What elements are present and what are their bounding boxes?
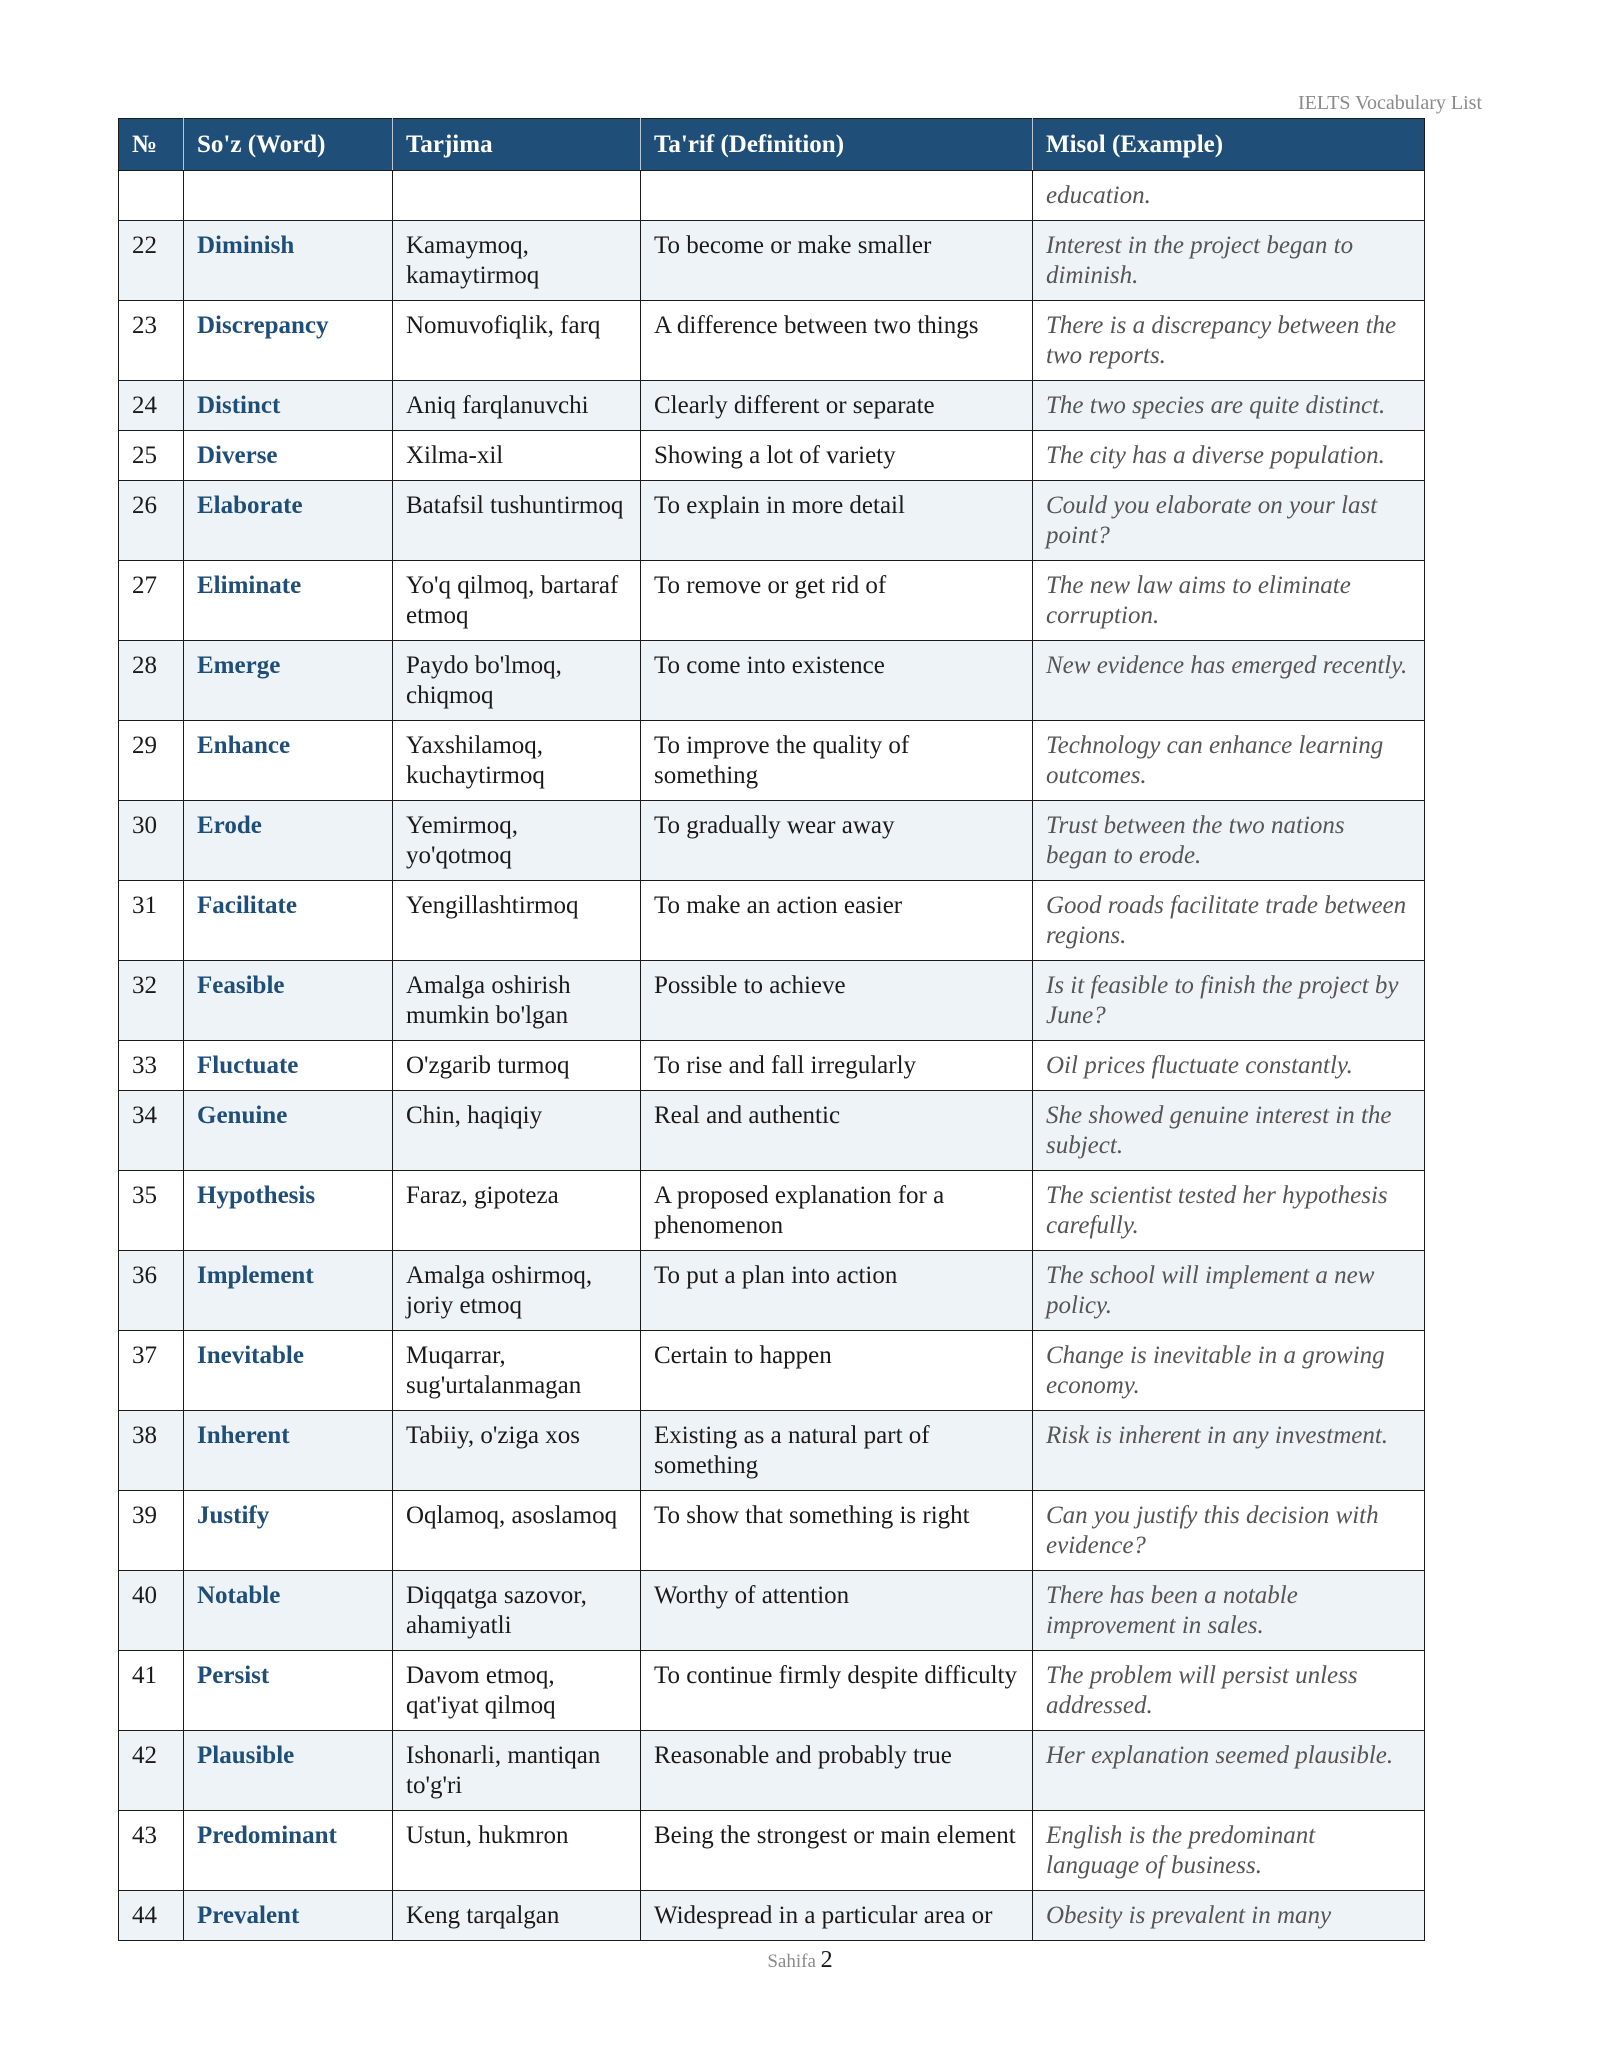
cell-translation: Amalga oshirmoq, joriy etmoq (393, 1251, 641, 1331)
cell-example: Her explanation seemed plausible. (1033, 1731, 1425, 1811)
cell-definition: To remove or get rid of (641, 561, 1033, 641)
table-row (119, 1651, 1425, 1731)
table-row (119, 1731, 1425, 1811)
cell-definition: To gradually wear away (641, 801, 1033, 881)
cell-translation: Oqlamoq, asoslamoq (393, 1491, 641, 1571)
table-row (119, 801, 1425, 881)
cell-number: 43 (119, 1811, 184, 1891)
cell-example: New evidence has emerged recently. (1033, 641, 1425, 721)
cell-word: Fluctuate (184, 1041, 393, 1091)
cell-definition: To continue firmly despite difficulty (641, 1651, 1033, 1731)
cell-example: Is it feasible to finish the project by June? (1033, 961, 1425, 1041)
cell-word: Erode (184, 801, 393, 881)
cell-translation: Muqarrar, sug'urtalanmagan (393, 1331, 641, 1411)
column-header-example: Misol (Example) (1033, 119, 1425, 171)
cell-definition: To rise and fall irregularly (641, 1041, 1033, 1091)
table-row (119, 481, 1425, 561)
table-row (119, 641, 1425, 721)
cell-number: 26 (119, 481, 184, 561)
cell-example: Can you justify this decision with evidence? (1033, 1491, 1425, 1571)
cell-word: Hypothesis (184, 1171, 393, 1251)
cell-translation: Davom etmoq, qat'iyat qilmoq (393, 1651, 641, 1731)
cell-example: The two species are quite distinct. (1033, 381, 1425, 431)
cell-number: 37 (119, 1331, 184, 1411)
cell-word: Eliminate (184, 561, 393, 641)
cell-number: 38 (119, 1411, 184, 1491)
cell-example: Could you elaborate on your last point? (1033, 481, 1425, 561)
cell-word: Persist (184, 1651, 393, 1731)
cell-definition: Real and authentic (641, 1091, 1033, 1171)
table-row (119, 1411, 1425, 1491)
cell-translation: Batafsil tushuntirmoq (393, 481, 641, 561)
cell-definition: To explain in more detail (641, 481, 1033, 561)
column-header-definition: Ta'rif (Definition) (641, 119, 1033, 171)
cell-number: 33 (119, 1041, 184, 1091)
cell-translation: Amalga oshirish mumkin bo'lgan (393, 961, 641, 1041)
cell-translation: Faraz, gipoteza (393, 1171, 641, 1251)
cell-translation: Keng tarqalgan (393, 1891, 641, 1941)
cell-definition: Reasonable and probably true (641, 1731, 1033, 1811)
page-footer (0, 1947, 1600, 1974)
table-row (119, 1571, 1425, 1651)
cell-translation: Paydo bo'lmoq, chiqmoq (393, 641, 641, 721)
cell-definition: A proposed explanation for a phenomenon (641, 1171, 1033, 1251)
table-row (119, 1251, 1425, 1331)
cell-number: 28 (119, 641, 184, 721)
cell-example: Risk is inherent in any investment. (1033, 1411, 1425, 1491)
cell-number (119, 171, 184, 221)
cell-number: 23 (119, 301, 184, 381)
cell-word: Enhance (184, 721, 393, 801)
cell-word (184, 171, 393, 221)
cell-number: 39 (119, 1491, 184, 1571)
cell-definition: Worthy of attention (641, 1571, 1033, 1651)
table-header-row (119, 119, 1425, 171)
cell-word: Diminish (184, 221, 393, 301)
column-header-word: So'z (Word) (184, 119, 393, 171)
cell-number: 32 (119, 961, 184, 1041)
cell-word: Plausible (184, 1731, 393, 1811)
cell-definition: A difference between two things (641, 301, 1033, 381)
cell-definition: Widespread in a particular area or (641, 1891, 1033, 1941)
cell-example: education. (1033, 171, 1425, 221)
cell-word: Prevalent (184, 1891, 393, 1941)
cell-translation: O'zgarib turmoq (393, 1041, 641, 1091)
table-row (119, 171, 1425, 221)
running-header: IELTS Vocabulary List (1297, 92, 1482, 114)
cell-definition: To become or make smaller (641, 221, 1033, 301)
cell-number: 44 (119, 1891, 184, 1941)
cell-translation: Ustun, hukmron (393, 1811, 641, 1891)
cell-word: Emerge (184, 641, 393, 721)
cell-definition: Clearly different or separate (641, 381, 1033, 431)
cell-translation: Kamaymoq, kamaytirmoq (393, 221, 641, 301)
cell-word: Implement (184, 1251, 393, 1331)
cell-example: Good roads facilitate trade between regions. (1033, 881, 1425, 961)
cell-definition: To show that something is right (641, 1491, 1033, 1571)
cell-word: Distinct (184, 381, 393, 431)
cell-definition: To make an action easier (641, 881, 1033, 961)
cell-number: 24 (119, 381, 184, 431)
cell-translation: Nomuvofiqlik, farq (393, 301, 641, 381)
cell-number: 36 (119, 1251, 184, 1331)
table-row (119, 721, 1425, 801)
cell-definition: To come into existence (641, 641, 1033, 721)
cell-number: 31 (119, 881, 184, 961)
table-row (119, 1091, 1425, 1171)
cell-number: 42 (119, 1731, 184, 1811)
cell-translation: Yo'q qilmoq, bartaraf etmoq (393, 561, 641, 641)
cell-example: Change is inevitable in a growing economy. (1033, 1331, 1425, 1411)
table-row (119, 1171, 1425, 1251)
table-body (119, 171, 1425, 1941)
cell-number: 27 (119, 561, 184, 641)
cell-translation: Aniq farqlanuvchi (393, 381, 641, 431)
cell-number: 41 (119, 1651, 184, 1731)
cell-translation: Chin, haqiqiy (393, 1091, 641, 1171)
cell-example: Interest in the project began to diminish. (1033, 221, 1425, 301)
table-row (119, 301, 1425, 381)
table-row (119, 1331, 1425, 1411)
cell-word: Facilitate (184, 881, 393, 961)
table-row (119, 431, 1425, 481)
cell-definition: Possible to achieve (641, 961, 1033, 1041)
cell-definition: Existing as a natural part of something (641, 1411, 1033, 1491)
cell-definition: To improve the quality of something (641, 721, 1033, 801)
cell-translation: Ishonarli, mantiqan to'g'ri (393, 1731, 641, 1811)
cell-number: 34 (119, 1091, 184, 1171)
cell-word: Elaborate (184, 481, 393, 561)
cell-word: Genuine (184, 1091, 393, 1171)
column-header-number: № (119, 119, 184, 171)
cell-example: The city has a diverse population. (1033, 431, 1425, 481)
cell-example: The problem will persist unless addressed. (1033, 1651, 1425, 1731)
cell-word: Diverse (184, 431, 393, 481)
cell-translation: Yengillashtirmoq (393, 881, 641, 961)
table-row (119, 381, 1425, 431)
cell-number: 29 (119, 721, 184, 801)
cell-number: 30 (119, 801, 184, 881)
table-row (119, 1891, 1425, 1941)
cell-translation: Xilma-xil (393, 431, 641, 481)
cell-word: Inevitable (184, 1331, 393, 1411)
cell-definition: Being the strongest or main element (641, 1811, 1033, 1891)
cell-example: Obesity is prevalent in many (1033, 1891, 1425, 1941)
page-number: 2 (820, 1947, 833, 1973)
cell-number: 22 (119, 221, 184, 301)
cell-definition: Showing a lot of variety (641, 431, 1033, 481)
cell-translation: Diqqatga sazovor, ahamiyatli (393, 1571, 641, 1651)
cell-word: Feasible (184, 961, 393, 1041)
cell-translation (393, 171, 641, 221)
cell-example: English is the predominant language of business. (1033, 1811, 1425, 1891)
cell-example: Technology can enhance learning outcomes. (1033, 721, 1425, 801)
table-row (119, 1491, 1425, 1571)
cell-number: 40 (119, 1571, 184, 1651)
cell-translation: Yaxshilamoq, kuchaytirmoq (393, 721, 641, 801)
cell-number: 25 (119, 431, 184, 481)
table-row (119, 561, 1425, 641)
footer-label: Sahifa (767, 1951, 816, 1972)
cell-example: The scientist tested her hypothesis carefully. (1033, 1171, 1425, 1251)
cell-example: There is a discrepancy between the two reports. (1033, 301, 1425, 381)
cell-example: There has been a notable improvement in sales. (1033, 1571, 1425, 1651)
cell-example: The new law aims to eliminate corruption. (1033, 561, 1425, 641)
cell-word: Discrepancy (184, 301, 393, 381)
cell-translation: Tabiiy, o'ziga xos (393, 1411, 641, 1491)
cell-example: She showed genuine interest in the subject. (1033, 1091, 1425, 1171)
cell-example: Oil prices fluctuate constantly. (1033, 1041, 1425, 1091)
cell-definition: Certain to happen (641, 1331, 1033, 1411)
cell-word: Notable (184, 1571, 393, 1651)
cell-number: 35 (119, 1171, 184, 1251)
table-row (119, 1041, 1425, 1091)
cell-word: Inherent (184, 1411, 393, 1491)
table-row (119, 1811, 1425, 1891)
table-row (119, 961, 1425, 1041)
cell-example: Trust between the two nations began to erode. (1033, 801, 1425, 881)
cell-definition: To put a plan into action (641, 1251, 1033, 1331)
cell-translation: Yemirmoq, yo'qotmoq (393, 801, 641, 881)
cell-word: Justify (184, 1491, 393, 1571)
cell-example: The school will implement a new policy. (1033, 1251, 1425, 1331)
cell-word: Predominant (184, 1811, 393, 1891)
vocabulary-table (118, 118, 1425, 1941)
column-header-translation: Tarjima (393, 119, 641, 171)
table-row (119, 881, 1425, 961)
table-row (119, 221, 1425, 301)
cell-definition (641, 171, 1033, 221)
